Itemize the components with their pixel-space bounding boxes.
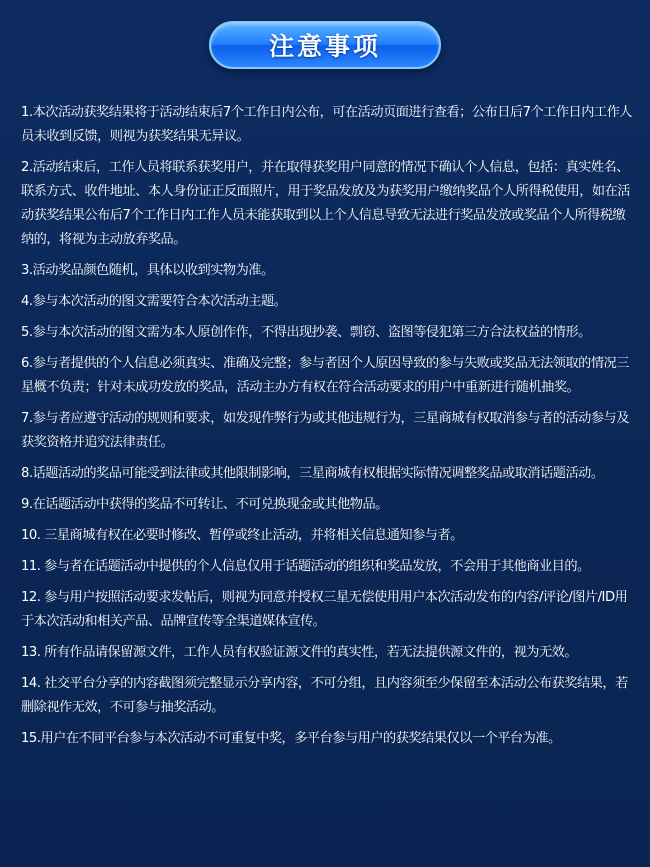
rules-list <box>21 101 633 758</box>
rule-item-11: 11. 参与者在话题活动中提供的个人信息仅用于话题活动的组织和奖品发放，不会用于其他商业目的。 <box>21 559 590 574</box>
title-banner <box>0 21 650 73</box>
rule-item-7: 7.参与者应遵守活动的规则和要求，如发现作弊行为或其他违规行为，三星商城有权取消参与者的活动参与及获奖资格并追究法律责任。 <box>21 411 629 450</box>
rule-item-10: 10. 三星商城有权在必要时修改、暂停或终止活动，并将相关信息通知参与者。 <box>21 528 463 543</box>
rule-item-2: 2.活动结束后，工作人员将联系获奖用户，并在取得获奖用户同意的情况下确认个人信息，包括：真实姓名、联系方式、收件地址、本人身份证正反面照片，用于奖品发放及为获奖用户缴纳奖品个人所得税使用，如在活动获奖结果公布后7个工作日内工作人员未能获取到以上个人信息导致无法进行奖品发放或奖品个人所得税缴纳的，将视为主动放弃奖品。 <box>21 160 630 247</box>
rule-item-14: 14. 社交平台分享的内容截图须完整显示分享内容，不可分组，且内容须至少保留至本活动公布获奖结果，若删除视作无效，不可参与抽奖活动。 <box>21 676 628 715</box>
rule-item-5: 5.参与本次活动的图文需为本人原创作作，不得出现抄袭、剽窃、盗图等侵犯第三方合法权益的情形。 <box>21 325 591 340</box>
rule-item-3: 3.活动奖品颜色随机，具体以收到实物为准。 <box>21 263 274 278</box>
rule-item-6: 6.参与者提供的个人信息必须真实、准确及完整；参与者因个人原因导致的参与失败或奖品无法领取的情况三星概不负责；针对未成功发放的奖品，活动主办方有权在符合活动要求的用户中重新进行随机抽奖。 <box>21 356 629 395</box>
rule-item-15: 15.用户在不同平台参与本次活动不可重复中奖，多平台参与用户的获奖结果仅以一个平台为准。 <box>21 731 561 746</box>
rule-item-4: 4.参与本次活动的图文需要符合本次活动主题。 <box>21 294 287 309</box>
rule-item-9: 9.在话题活动中获得的奖品不可转让、不可兑换现金或其他物品。 <box>21 497 388 512</box>
title-badge <box>209 21 441 69</box>
rule-item-13: 13. 所有作品请保留源文件，工作人员有权验证源文件的真实性，若无法提供源文件的，视为无效。 <box>21 645 578 660</box>
rule-item-12: 12. 参与用户按照活动要求发帖后，则视为同意并授权三星无偿使用用户本次活动发布的内容/评论/图片/ID用于本次活动和相关产品、品牌宣传等全渠道媒体宣传。 <box>21 590 628 629</box>
rule-item-8: 8.话题活动的奖品可能受到法律或其他限制影响，三星商城有权根据实际情况调整奖品或取消话题活动。 <box>21 466 604 481</box>
page-title: 注意事项 <box>268 32 381 61</box>
rule-item-1: 1.本次活动获奖结果将于活动结束后7个工作日内公布，可在活动页面进行查看；公布日后7个工作日内工作人员未收到反馈，则视为获奖结果无异议。 <box>21 105 632 144</box>
